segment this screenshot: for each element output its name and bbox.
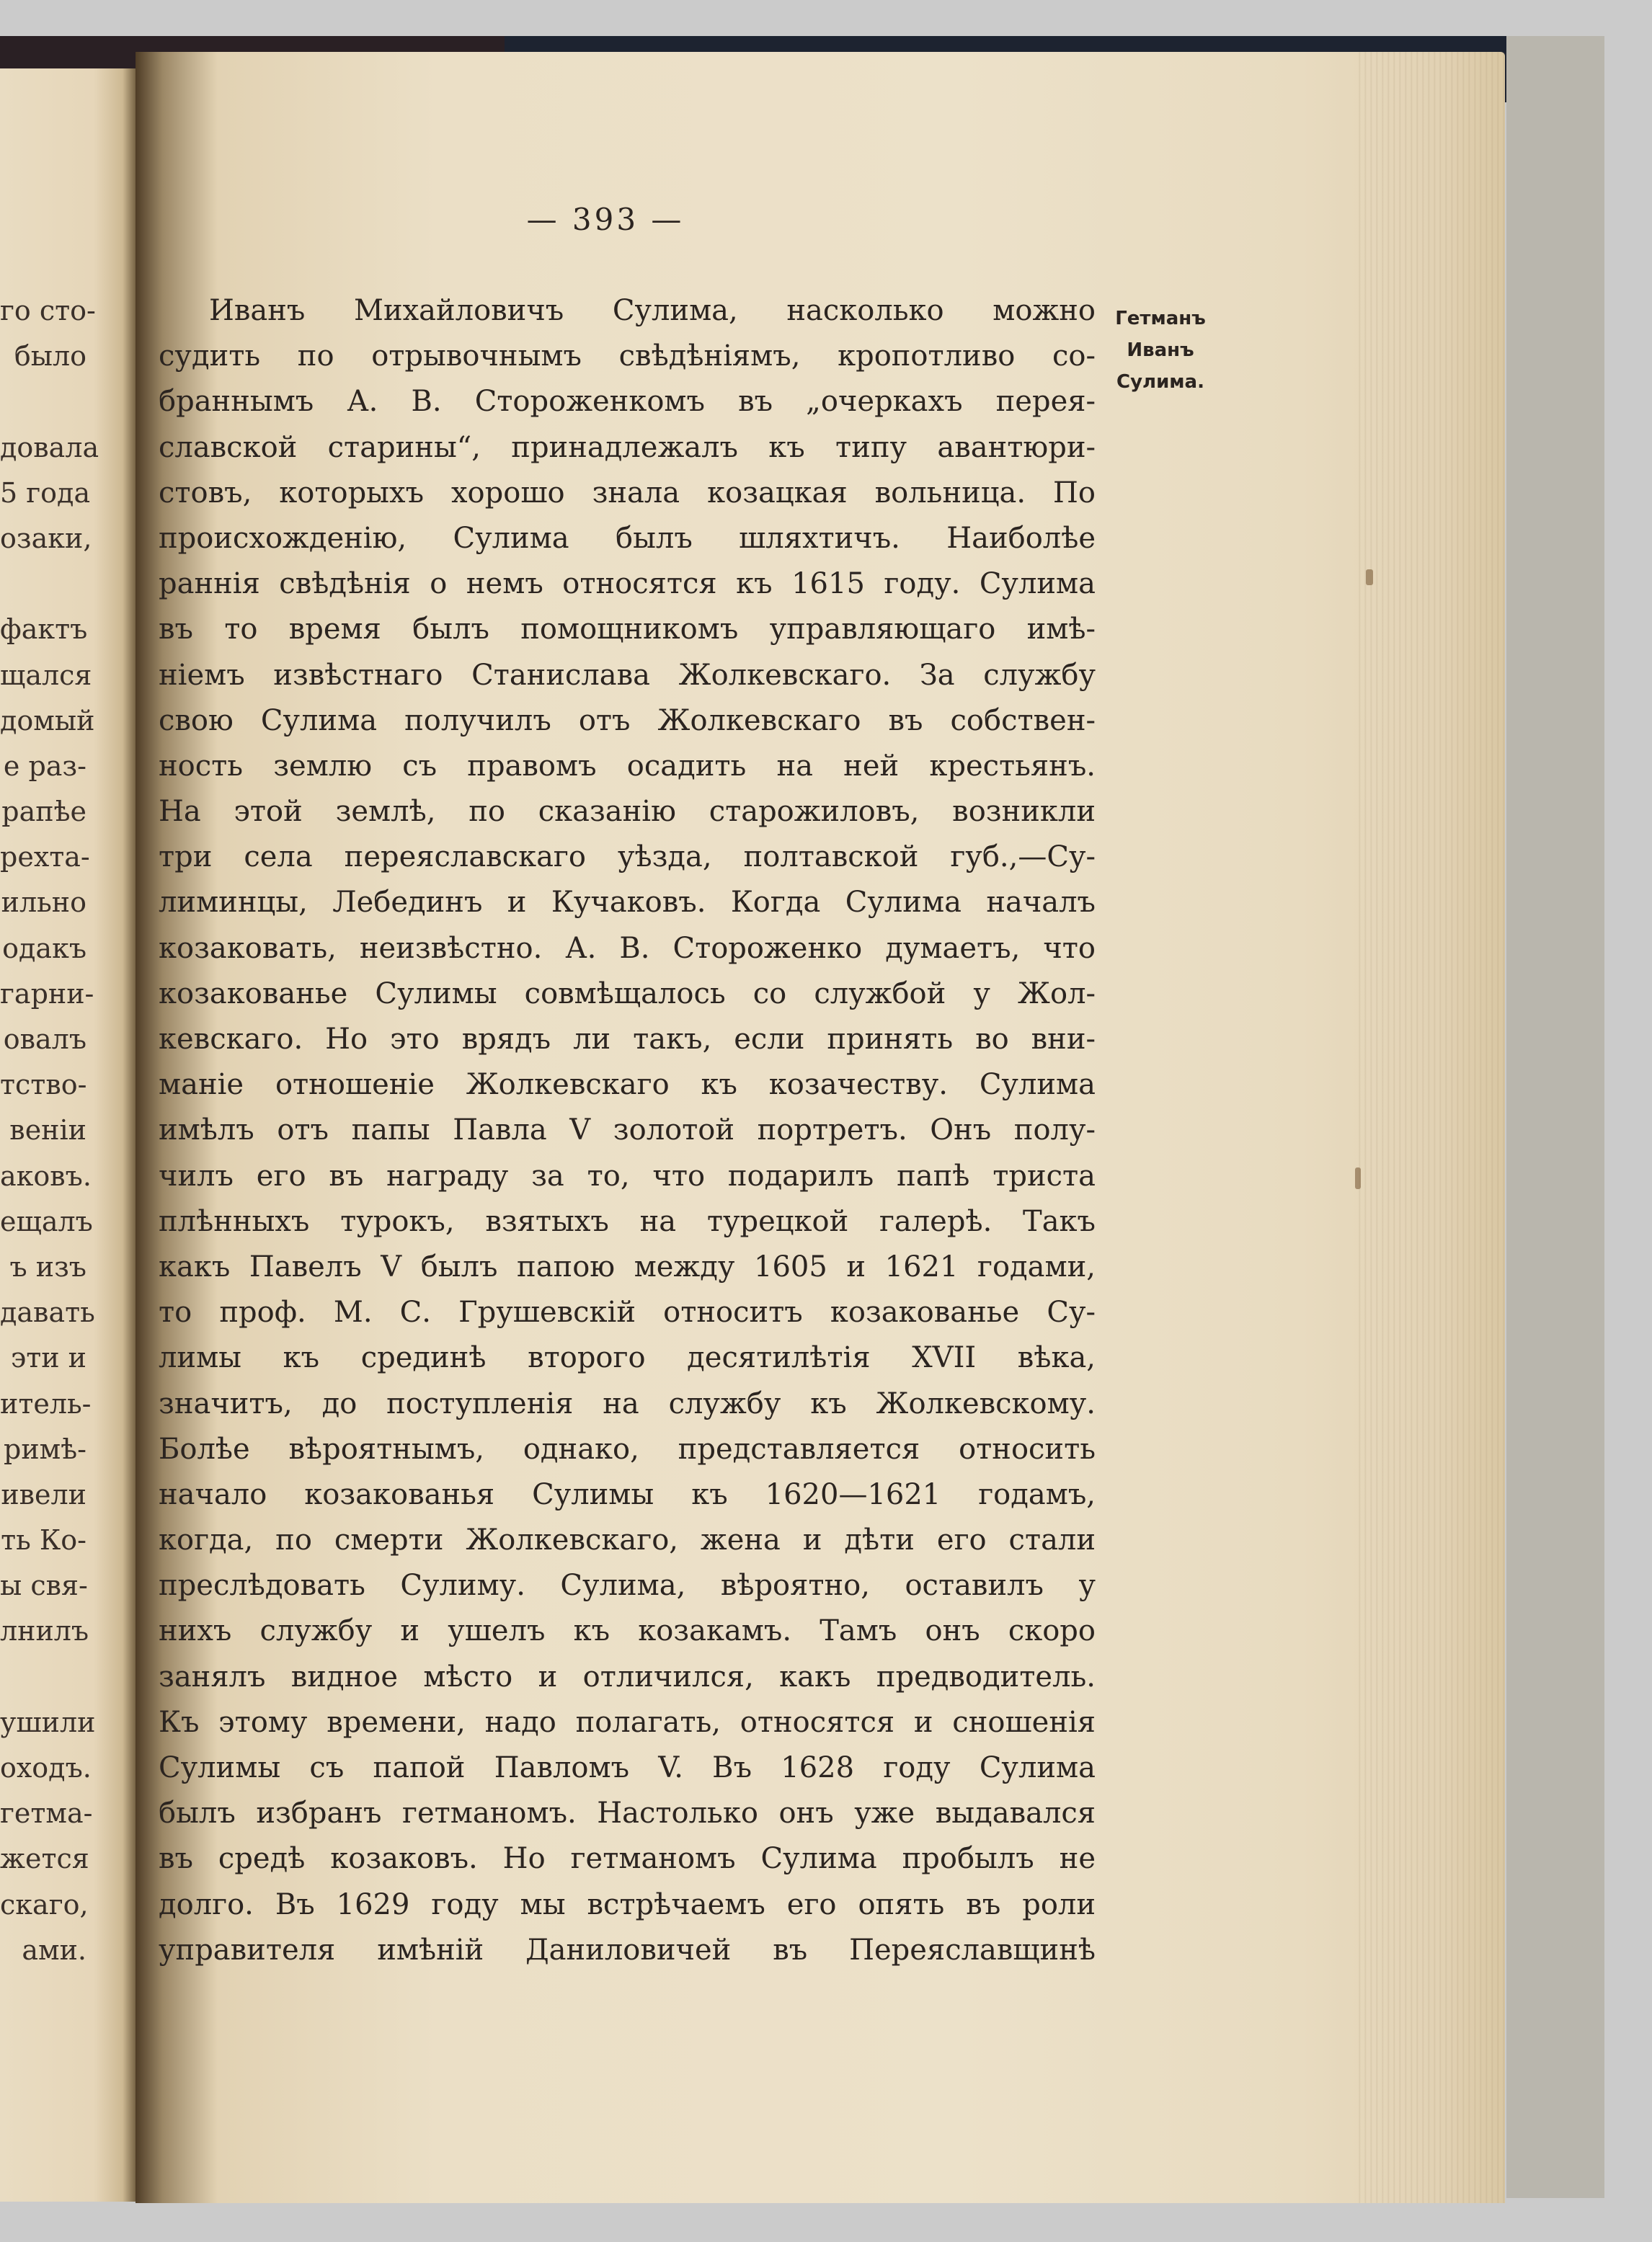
text-line: свою Сулима получилъ отъ Жолкевскаго въ собствен- [159,703,1096,737]
paper-speck [1366,569,1373,585]
text-line: судить по отрывочнымъ свѣдѣніямъ, кропотливо со- [159,339,1096,373]
left-page-line: гарни- [0,977,94,1010]
margin-note [1103,303,1218,398]
text-line: браннымъ А. В. Стороженкомъ въ „очеркахъ перея- [159,385,1096,419]
left-page-line: е раз- [3,749,86,782]
text-line: стовъ, которыхъ хорошо знала козацкая вольница. По [159,476,1096,510]
text-line: ніемъ извѣстнаго Станислава Жолкевскаго. За службу [159,658,1096,692]
text-line: Иванъ Михайловичъ Сулима, насколько можно [209,294,1096,327]
left-page-line [0,379,86,424]
left-page-line: одакъ [2,932,86,964]
text-line: въ средѣ козаковъ. Но гетманомъ Сулима пробылъ не [159,1842,1096,1876]
left-page-text [0,288,99,1973]
text-line: козаковать, неизвѣстно. А. В. Стороженко думаетъ, что [159,931,1096,965]
text-line: занялъ видное мѣсто и отличился, какъ предводитель. [159,1660,1096,1694]
margin-note-line: Сулима. [1116,371,1204,393]
left-page-line [0,1655,86,1700]
paper-speck [1355,1167,1361,1189]
left-page-line: го сто- [0,295,96,326]
margin-note-line: Гетманъ [1115,308,1206,329]
text-line: козакованье Сулимы совмѣщалось со службой у Жол- [159,977,1096,1010]
left-page-line: римѣ- [4,1433,86,1465]
left-page-line: фактъ [0,613,88,646]
text-line: когда, по смерти Жолкевскаго, жена и дѣти его стали [159,1523,1096,1557]
page-number: — 393 — [526,202,685,237]
text-line: преслѣдовать Сулиму. Сулима, вѣроятно, оставилъ у [159,1569,1096,1603]
text-line: имѣлъ отъ папы Павла V золотой портретъ. Онъ полу- [159,1113,1096,1147]
text-line: чилъ его въ награду за то, что подарилъ папѣ триста [159,1159,1096,1193]
text-line: управителя имѣній Даниловичей въ Переяславщинѣ [159,1933,1096,1967]
left-page-line: рапѣе [1,796,86,828]
left-page-line: было [14,340,86,373]
text-line: Сулимы съ папой Павломъ V. Въ 1628 году Сулима [159,1751,1096,1784]
left-page-line: итель- [0,1387,92,1420]
right-background [1506,36,1604,2198]
left-page-line: ами. [22,1934,86,1966]
left-page-line: домый [0,704,95,737]
margin-note-line: Иванъ [1127,339,1194,361]
left-page-line: озаки, [0,522,92,554]
left-page-line: тство- [0,1069,87,1101]
left-page-line: ушили [0,1706,96,1738]
text-line: былъ избранъ гетманомъ. Настолько онъ уже выдавался [159,1797,1096,1830]
left-page-line: гетма- [0,1797,93,1830]
left-page-line: ы свя- [0,1570,88,1602]
left-page-line: жется [0,1843,89,1875]
text-line: раннія свѣдѣнія о немъ относятся къ 1615 году. Сулима [159,567,1096,601]
text-line: славской старины“, принадлежалъ къ типу авантюри- [159,430,1096,464]
text-line: нихъ службу и ушелъ къ козакамъ. Тамъ онъ скоро [159,1614,1096,1648]
text-line: кевскаго. Но это врядъ ли такъ, если принять во вни- [159,1023,1096,1056]
text-line: лимы къ срединѣ второго десятилѣтія XVII вѣка, [159,1341,1096,1375]
text-line: плѣнныхъ турокъ, взятыхъ на турецкой галерѣ. Такъ [159,1204,1096,1238]
text-line: въ то время былъ помощникомъ управляющаго имѣ- [159,613,1096,646]
left-page-line: оходъ. [0,1752,92,1784]
text-line: происхожденію, Сулима былъ шляхтичъ. Наиболѣе [159,521,1096,555]
left-page-line [0,561,86,607]
body-text [159,288,1096,1973]
text-line: Болѣе вѣроятнымъ, однако, представляется относить [159,1432,1096,1466]
text-line: то проф. М. С. Грушевскій относитъ козакованье Су- [159,1296,1096,1330]
text-line: ность землю съ правомъ осадить на ней крестьянъ. [159,749,1096,783]
left-page-line: веніи [9,1114,86,1147]
text-line: какъ Павелъ V былъ папою между 1605 и 1621 годами, [159,1250,1096,1284]
left-page-line: давать [0,1296,95,1329]
left-page-line: аковъ. [0,1160,92,1192]
text-line: долго. Въ 1629 году мы встрѣчаемъ его опять въ роли [159,1887,1096,1921]
left-page-line: ильно [1,886,86,919]
left-page-line: ивели [1,1478,86,1511]
left-page-line: 5 года [0,476,91,509]
left-page-line: щался [0,659,92,691]
text-line: маніе отношеніе Жолкевскаго къ козачеству. Сулима [159,1068,1096,1102]
left-page-line: эти и [10,1342,86,1374]
left-page-line: ъ изъ [9,1250,86,1283]
left-page-line: лнилъ [0,1615,89,1647]
text-line: На этой землѣ, по сказанію старожиловъ, возникли [159,795,1096,829]
text-line: значитъ, до поступленія на службу къ Жолкевскому. [159,1387,1096,1420]
text-line: Къ этому времени, надо полагать, относятся и сношенія [159,1705,1096,1739]
text-line: три села переяславскаго уѣзда, полтавской губ.,—Су- [159,840,1096,874]
left-page-line: довала [0,431,99,463]
left-page-line: рехта- [0,841,90,873]
left-page-line: ть Ко- [1,1524,86,1557]
text-line: лиминцы, Лебединъ и Кучаковъ. Когда Сулима началъ [159,886,1096,920]
left-page-line: овалъ [3,1023,86,1055]
page-edges [1355,52,1505,2203]
text-line: начало козакованья Сулимы къ 1620—1621 годамъ, [159,1477,1096,1511]
left-page-line: ещалъ [0,1205,93,1237]
left-page-line: скаго, [0,1888,89,1921]
